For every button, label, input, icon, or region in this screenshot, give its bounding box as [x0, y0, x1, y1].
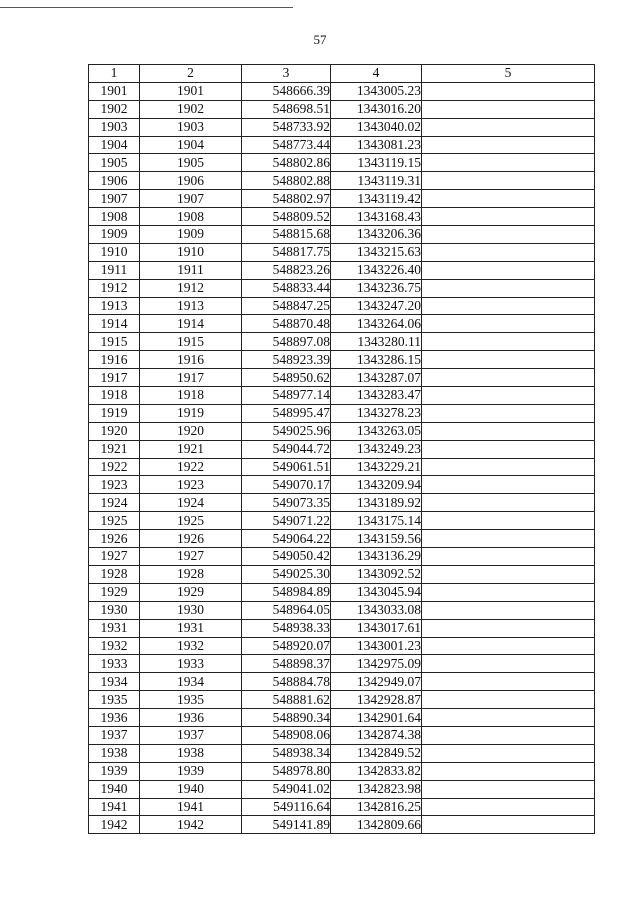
cell-point-number: 1937 [89, 726, 140, 744]
cell-point-id: 1912 [140, 279, 242, 297]
cell-y-coordinate: 1343286.15 [331, 351, 422, 369]
cell-x-coordinate: 548898.37 [242, 655, 331, 673]
table-body [89, 82, 595, 833]
cell-point-id: 1917 [140, 369, 242, 387]
cell-point-number: 1915 [89, 333, 140, 351]
cell-point-number: 1902 [89, 100, 140, 118]
cell-note [422, 655, 595, 673]
cell-y-coordinate: 1343287.07 [331, 369, 422, 387]
cell-y-coordinate: 1343189.92 [331, 494, 422, 512]
table-row [89, 530, 595, 548]
cell-x-coordinate: 548823.26 [242, 261, 331, 279]
cell-x-coordinate: 548950.62 [242, 369, 331, 387]
cell-note [422, 691, 595, 709]
cell-point-id: 1904 [140, 136, 242, 154]
cell-point-number: 1922 [89, 458, 140, 476]
cell-y-coordinate: 1342901.64 [331, 709, 422, 727]
cell-point-number: 1912 [89, 279, 140, 297]
cell-y-coordinate: 1343206.36 [331, 226, 422, 244]
cell-y-coordinate: 1342816.25 [331, 798, 422, 816]
table-row [89, 619, 595, 637]
cell-y-coordinate: 1343264.06 [331, 315, 422, 333]
cell-point-number: 1925 [89, 512, 140, 530]
cell-point-number: 1935 [89, 691, 140, 709]
cell-note [422, 315, 595, 333]
header-row [89, 65, 595, 83]
cell-point-id: 1930 [140, 601, 242, 619]
cell-point-id: 1918 [140, 387, 242, 405]
table-row [89, 369, 595, 387]
cell-x-coordinate: 549141.89 [242, 816, 331, 834]
cell-point-id: 1924 [140, 494, 242, 512]
cell-x-coordinate: 548815.68 [242, 226, 331, 244]
cell-y-coordinate: 1342833.82 [331, 762, 422, 780]
cell-point-id: 1921 [140, 440, 242, 458]
cell-x-coordinate: 548817.75 [242, 243, 331, 261]
table-row [89, 172, 595, 190]
table-row [89, 226, 595, 244]
cell-x-coordinate: 549071.22 [242, 512, 331, 530]
cell-note [422, 637, 595, 655]
cell-x-coordinate: 548984.89 [242, 583, 331, 601]
cell-x-coordinate: 548995.47 [242, 404, 331, 422]
cell-y-coordinate: 1343119.15 [331, 154, 422, 172]
table-row [89, 565, 595, 583]
cell-point-number: 1906 [89, 172, 140, 190]
table-row [89, 458, 595, 476]
cell-note [422, 351, 595, 369]
cell-point-number: 1923 [89, 476, 140, 494]
cell-x-coordinate: 549116.64 [242, 798, 331, 816]
table-row [89, 637, 595, 655]
cell-note [422, 476, 595, 494]
cell-point-number: 1909 [89, 226, 140, 244]
cell-point-id: 1905 [140, 154, 242, 172]
cell-note [422, 404, 595, 422]
cell-note [422, 601, 595, 619]
cell-point-id: 1933 [140, 655, 242, 673]
cell-x-coordinate: 549050.42 [242, 548, 331, 566]
cell-x-coordinate: 548802.88 [242, 172, 331, 190]
cell-y-coordinate: 1343005.23 [331, 82, 422, 100]
cell-point-number: 1927 [89, 548, 140, 566]
cell-note [422, 172, 595, 190]
cell-note [422, 100, 595, 118]
cell-note [422, 709, 595, 727]
cell-x-coordinate: 548920.07 [242, 637, 331, 655]
cell-point-number: 1920 [89, 422, 140, 440]
table-row [89, 673, 595, 691]
cell-point-number: 1942 [89, 816, 140, 834]
cell-point-number: 1913 [89, 297, 140, 315]
cell-y-coordinate: 1343229.21 [331, 458, 422, 476]
cell-y-coordinate: 1342849.52 [331, 744, 422, 762]
cell-point-id: 1935 [140, 691, 242, 709]
cell-point-id: 1925 [140, 512, 242, 530]
cell-point-number: 1921 [89, 440, 140, 458]
column-header-3: 3 [242, 65, 331, 83]
cell-note [422, 816, 595, 834]
cell-y-coordinate: 1343159.56 [331, 530, 422, 548]
cell-y-coordinate: 1342823.98 [331, 780, 422, 798]
cell-y-coordinate: 1343209.94 [331, 476, 422, 494]
cell-point-id: 1913 [140, 297, 242, 315]
cell-point-number: 1930 [89, 601, 140, 619]
cell-point-number: 1940 [89, 780, 140, 798]
column-header-2: 2 [140, 65, 242, 83]
cell-note [422, 744, 595, 762]
cell-x-coordinate: 549044.72 [242, 440, 331, 458]
cell-note [422, 780, 595, 798]
cell-y-coordinate: 1343175.14 [331, 512, 422, 530]
cell-y-coordinate: 1343226.40 [331, 261, 422, 279]
cell-note [422, 565, 595, 583]
cell-x-coordinate: 548938.33 [242, 619, 331, 637]
table-row [89, 82, 595, 100]
cell-y-coordinate: 1342928.87 [331, 691, 422, 709]
cell-y-coordinate: 1343278.23 [331, 404, 422, 422]
cell-point-number: 1919 [89, 404, 140, 422]
table-row [89, 762, 595, 780]
cell-point-number: 1926 [89, 530, 140, 548]
cell-x-coordinate: 548964.05 [242, 601, 331, 619]
cell-point-number: 1928 [89, 565, 140, 583]
cell-point-number: 1933 [89, 655, 140, 673]
table-row [89, 601, 595, 619]
cell-x-coordinate: 548923.39 [242, 351, 331, 369]
cell-point-number: 1929 [89, 583, 140, 601]
cell-x-coordinate: 548833.44 [242, 279, 331, 297]
table-row [89, 780, 595, 798]
cell-point-id: 1939 [140, 762, 242, 780]
cell-point-number: 1903 [89, 118, 140, 136]
table-row [89, 583, 595, 601]
cell-note [422, 548, 595, 566]
cell-point-number: 1934 [89, 673, 140, 691]
cell-note [422, 243, 595, 261]
cell-x-coordinate: 548908.06 [242, 726, 331, 744]
cell-y-coordinate: 1342975.09 [331, 655, 422, 673]
cell-y-coordinate: 1343033.08 [331, 601, 422, 619]
cell-point-number: 1939 [89, 762, 140, 780]
cell-y-coordinate: 1343040.02 [331, 118, 422, 136]
cell-point-id: 1910 [140, 243, 242, 261]
table-row [89, 798, 595, 816]
cell-y-coordinate: 1343001.23 [331, 637, 422, 655]
cell-note [422, 333, 595, 351]
column-header-1: 1 [89, 65, 140, 83]
cell-note [422, 583, 595, 601]
cell-note [422, 422, 595, 440]
cell-point-id: 1937 [140, 726, 242, 744]
table-row [89, 691, 595, 709]
cell-point-id: 1901 [140, 82, 242, 100]
cell-point-number: 1918 [89, 387, 140, 405]
table-row [89, 709, 595, 727]
top-rule [0, 7, 293, 8]
cell-y-coordinate: 1343283.47 [331, 387, 422, 405]
table-row [89, 476, 595, 494]
cell-point-number: 1932 [89, 637, 140, 655]
cell-point-number: 1914 [89, 315, 140, 333]
table-row [89, 279, 595, 297]
cell-note [422, 226, 595, 244]
cell-point-id: 1936 [140, 709, 242, 727]
cell-x-coordinate: 549041.02 [242, 780, 331, 798]
table-row [89, 315, 595, 333]
cell-point-id: 1932 [140, 637, 242, 655]
cell-point-id: 1919 [140, 404, 242, 422]
table-row [89, 655, 595, 673]
table-row [89, 208, 595, 226]
cell-y-coordinate: 1343092.52 [331, 565, 422, 583]
cell-point-id: 1903 [140, 118, 242, 136]
cell-x-coordinate: 548890.34 [242, 709, 331, 727]
cell-x-coordinate: 549025.96 [242, 422, 331, 440]
cell-point-id: 1916 [140, 351, 242, 369]
cell-note [422, 82, 595, 100]
cell-x-coordinate: 548897.08 [242, 333, 331, 351]
cell-point-id: 1934 [140, 673, 242, 691]
cell-note [422, 798, 595, 816]
cell-x-coordinate: 548978.80 [242, 762, 331, 780]
table-row [89, 154, 595, 172]
cell-point-id: 1909 [140, 226, 242, 244]
cell-point-id: 1941 [140, 798, 242, 816]
cell-point-id: 1926 [140, 530, 242, 548]
cell-x-coordinate: 548773.44 [242, 136, 331, 154]
cell-x-coordinate: 548938.34 [242, 744, 331, 762]
cell-point-number: 1938 [89, 744, 140, 762]
table-row [89, 190, 595, 208]
cell-x-coordinate: 548802.97 [242, 190, 331, 208]
cell-note [422, 279, 595, 297]
cell-note [422, 512, 595, 530]
cell-point-id: 1928 [140, 565, 242, 583]
cell-point-number: 1910 [89, 243, 140, 261]
cell-point-id: 1914 [140, 315, 242, 333]
cell-point-number: 1924 [89, 494, 140, 512]
cell-note [422, 369, 595, 387]
cell-point-number: 1904 [89, 136, 140, 154]
cell-x-coordinate: 548802.86 [242, 154, 331, 172]
cell-note [422, 762, 595, 780]
cell-point-number: 1911 [89, 261, 140, 279]
cell-point-id: 1942 [140, 816, 242, 834]
table-row [89, 243, 595, 261]
cell-point-id: 1922 [140, 458, 242, 476]
cell-x-coordinate: 548884.78 [242, 673, 331, 691]
cell-point-id: 1906 [140, 172, 242, 190]
cell-note [422, 726, 595, 744]
table-row [89, 333, 595, 351]
cell-point-number: 1917 [89, 369, 140, 387]
table-row [89, 136, 595, 154]
cell-point-number: 1907 [89, 190, 140, 208]
cell-x-coordinate: 549061.51 [242, 458, 331, 476]
page-number: 57 [313, 32, 327, 47]
cell-point-id: 1915 [140, 333, 242, 351]
cell-y-coordinate: 1342874.38 [331, 726, 422, 744]
cell-note [422, 387, 595, 405]
cell-note [422, 297, 595, 315]
cell-point-number: 1941 [89, 798, 140, 816]
cell-y-coordinate: 1343081.23 [331, 136, 422, 154]
cell-note [422, 619, 595, 637]
cell-point-id: 1902 [140, 100, 242, 118]
cell-x-coordinate: 548698.51 [242, 100, 331, 118]
cell-note [422, 440, 595, 458]
cell-y-coordinate: 1342949.07 [331, 673, 422, 691]
coordinates-table [88, 64, 595, 834]
cell-y-coordinate: 1343017.61 [331, 619, 422, 637]
cell-note [422, 673, 595, 691]
cell-x-coordinate: 548666.39 [242, 82, 331, 100]
cell-point-id: 1923 [140, 476, 242, 494]
cell-x-coordinate: 548977.14 [242, 387, 331, 405]
cell-y-coordinate: 1343119.42 [331, 190, 422, 208]
cell-point-id: 1940 [140, 780, 242, 798]
cell-note [422, 530, 595, 548]
cell-note [422, 190, 595, 208]
table-row [89, 548, 595, 566]
cell-y-coordinate: 1343249.23 [331, 440, 422, 458]
cell-point-id: 1927 [140, 548, 242, 566]
table-row [89, 422, 595, 440]
table-row [89, 100, 595, 118]
column-header-5: 5 [422, 65, 595, 83]
cell-y-coordinate: 1343119.31 [331, 172, 422, 190]
table-row [89, 118, 595, 136]
cell-y-coordinate: 1343168.43 [331, 208, 422, 226]
cell-point-number: 1905 [89, 154, 140, 172]
table-row [89, 494, 595, 512]
cell-point-id: 1911 [140, 261, 242, 279]
cell-x-coordinate: 548870.48 [242, 315, 331, 333]
table-row [89, 726, 595, 744]
table-row [89, 404, 595, 422]
cell-note [422, 118, 595, 136]
cell-point-number: 1901 [89, 82, 140, 100]
cell-note [422, 494, 595, 512]
cell-y-coordinate: 1343263.05 [331, 422, 422, 440]
table-row [89, 744, 595, 762]
cell-y-coordinate: 1343247.20 [331, 297, 422, 315]
cell-y-coordinate: 1342809.66 [331, 816, 422, 834]
column-header-4: 4 [331, 65, 422, 83]
cell-note [422, 261, 595, 279]
cell-x-coordinate: 549073.35 [242, 494, 331, 512]
cell-y-coordinate: 1343136.29 [331, 548, 422, 566]
table-row [89, 512, 595, 530]
cell-point-id: 1938 [140, 744, 242, 762]
cell-point-id: 1931 [140, 619, 242, 637]
cell-note [422, 136, 595, 154]
cell-x-coordinate: 549064.22 [242, 530, 331, 548]
cell-x-coordinate: 548733.92 [242, 118, 331, 136]
table-row [89, 351, 595, 369]
cell-point-number: 1908 [89, 208, 140, 226]
cell-y-coordinate: 1343016.20 [331, 100, 422, 118]
cell-point-number: 1936 [89, 709, 140, 727]
cell-note [422, 458, 595, 476]
table-row [89, 297, 595, 315]
cell-x-coordinate: 548847.25 [242, 297, 331, 315]
table-row [89, 261, 595, 279]
cell-y-coordinate: 1343280.11 [331, 333, 422, 351]
cell-point-id: 1929 [140, 583, 242, 601]
cell-point-number: 1931 [89, 619, 140, 637]
cell-x-coordinate: 548809.52 [242, 208, 331, 226]
cell-x-coordinate: 548881.62 [242, 691, 331, 709]
cell-note [422, 154, 595, 172]
cell-x-coordinate: 549070.17 [242, 476, 331, 494]
cell-y-coordinate: 1343215.63 [331, 243, 422, 261]
cell-y-coordinate: 1343236.75 [331, 279, 422, 297]
table-row [89, 816, 595, 834]
cell-point-id: 1920 [140, 422, 242, 440]
cell-point-id: 1907 [140, 190, 242, 208]
cell-x-coordinate: 549025.30 [242, 565, 331, 583]
table-row [89, 440, 595, 458]
cell-point-number: 1916 [89, 351, 140, 369]
cell-note [422, 208, 595, 226]
table-row [89, 387, 595, 405]
cell-point-id: 1908 [140, 208, 242, 226]
cell-y-coordinate: 1343045.94 [331, 583, 422, 601]
